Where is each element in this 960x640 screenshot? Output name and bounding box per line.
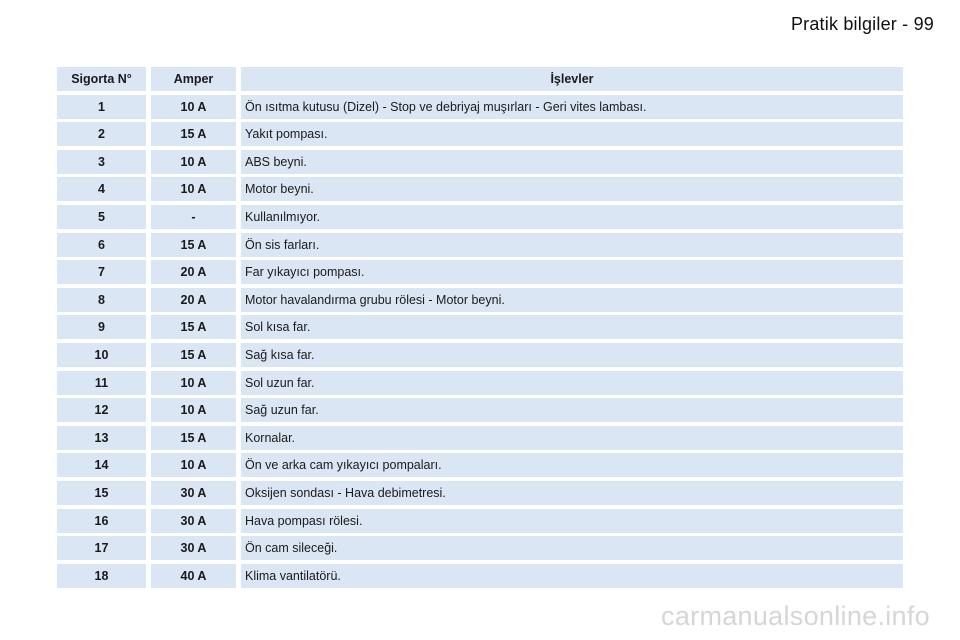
fuse-number-cell: 13 bbox=[57, 426, 146, 450]
table-row bbox=[57, 536, 903, 560]
amper-cell: 15 A bbox=[151, 315, 236, 339]
column-header-functions: İşlevler bbox=[241, 67, 903, 91]
amper-cell: 10 A bbox=[151, 95, 236, 119]
function-cell: Sağ uzun far. bbox=[241, 398, 903, 422]
table-row bbox=[57, 481, 903, 505]
function-cell: Sol uzun far. bbox=[241, 371, 903, 395]
amper-cell: 15 A bbox=[151, 233, 236, 257]
function-cell: Sağ kısa far. bbox=[241, 343, 903, 367]
fuse-number-cell: 6 bbox=[57, 233, 146, 257]
function-cell: ABS beyni. bbox=[241, 150, 903, 174]
amper-cell: 30 A bbox=[151, 481, 236, 505]
function-cell: Klima vantilatörü. bbox=[241, 564, 903, 588]
table-row bbox=[57, 371, 903, 395]
fuse-number-cell: 16 bbox=[57, 509, 146, 533]
table-body bbox=[57, 95, 903, 588]
amper-cell: 20 A bbox=[151, 260, 236, 284]
table-row bbox=[57, 150, 903, 174]
fuse-number-cell: 1 bbox=[57, 95, 146, 119]
table-row bbox=[57, 122, 903, 146]
fuse-table bbox=[57, 67, 903, 591]
column-header-fuse-no: Sigorta N° bbox=[57, 67, 146, 91]
table-row bbox=[57, 453, 903, 477]
fuse-number-cell: 5 bbox=[57, 205, 146, 229]
table-row bbox=[57, 426, 903, 450]
fuse-number-cell: 10 bbox=[57, 343, 146, 367]
function-cell: Kullanılmıyor. bbox=[241, 205, 903, 229]
fuse-number-cell: 12 bbox=[57, 398, 146, 422]
fuse-number-cell: 2 bbox=[57, 122, 146, 146]
amper-cell: 10 A bbox=[151, 371, 236, 395]
function-cell: Ön ısıtma kutusu (Dizel) - Stop ve debriyaj muşırları - Geri vites lambası. bbox=[241, 95, 903, 119]
fuse-number-cell: 15 bbox=[57, 481, 146, 505]
function-cell: Yakıt pompası. bbox=[241, 122, 903, 146]
amper-cell: 15 A bbox=[151, 122, 236, 146]
table-row bbox=[57, 177, 903, 201]
function-cell: Ön ve arka cam yıkayıcı pompaları. bbox=[241, 453, 903, 477]
amper-cell: 40 A bbox=[151, 564, 236, 588]
amper-cell: 10 A bbox=[151, 150, 236, 174]
amper-cell: 15 A bbox=[151, 343, 236, 367]
amper-cell: 10 A bbox=[151, 453, 236, 477]
table-row bbox=[57, 343, 903, 367]
table-row bbox=[57, 205, 903, 229]
function-cell: Kornalar. bbox=[241, 426, 903, 450]
amper-cell: 10 A bbox=[151, 398, 236, 422]
fuse-number-cell: 14 bbox=[57, 453, 146, 477]
amper-cell: 30 A bbox=[151, 536, 236, 560]
function-cell: Sol kısa far. bbox=[241, 315, 903, 339]
fuse-number-cell: 7 bbox=[57, 260, 146, 284]
function-cell: Ön sis farları. bbox=[241, 233, 903, 257]
function-cell: Motor beyni. bbox=[241, 177, 903, 201]
amper-cell: - bbox=[151, 205, 236, 229]
watermark: carmanualsonline.info bbox=[661, 601, 930, 631]
table-row bbox=[57, 398, 903, 422]
table-header-row bbox=[57, 67, 903, 91]
amper-cell: 30 A bbox=[151, 509, 236, 533]
table-row bbox=[57, 509, 903, 533]
fuse-number-cell: 4 bbox=[57, 177, 146, 201]
fuse-number-cell: 3 bbox=[57, 150, 146, 174]
fuse-number-cell: 8 bbox=[57, 288, 146, 312]
page-title: Pratik bilgiler - 99 bbox=[790, 14, 934, 34]
table-row bbox=[57, 288, 903, 312]
function-cell: Hava pompası rölesi. bbox=[241, 509, 903, 533]
function-cell: Motor havalandırma grubu rölesi - Motor beyni. bbox=[241, 288, 903, 312]
fuse-number-cell: 11 bbox=[57, 371, 146, 395]
table-row bbox=[57, 315, 903, 339]
table-row bbox=[57, 95, 903, 119]
fuse-number-cell: 9 bbox=[57, 315, 146, 339]
function-cell: Ön cam sileceği. bbox=[241, 536, 903, 560]
table-row bbox=[57, 233, 903, 257]
column-header-amper: Amper bbox=[151, 67, 236, 91]
table-row bbox=[57, 260, 903, 284]
amper-cell: 15 A bbox=[151, 426, 236, 450]
table-row bbox=[57, 564, 903, 588]
fuse-number-cell: 17 bbox=[57, 536, 146, 560]
amper-cell: 10 A bbox=[151, 177, 236, 201]
function-cell: Far yıkayıcı pompası. bbox=[241, 260, 903, 284]
function-cell: Oksijen sondası - Hava debimetresi. bbox=[241, 481, 903, 505]
amper-cell: 20 A bbox=[151, 288, 236, 312]
fuse-number-cell: 18 bbox=[57, 564, 146, 588]
